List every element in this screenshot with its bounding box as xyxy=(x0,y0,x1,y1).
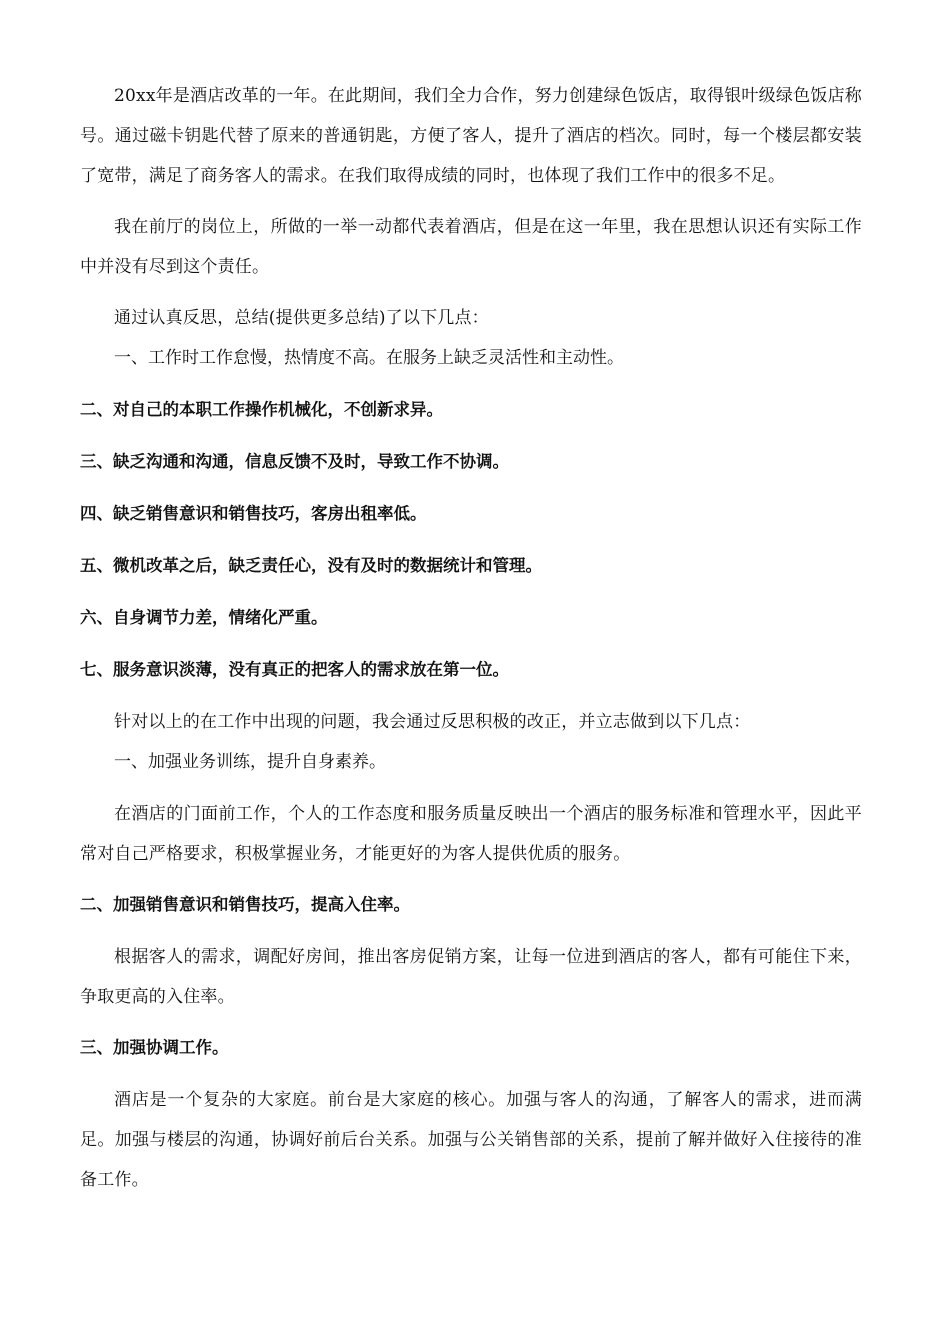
improvement-body-1: 在酒店的门面前工作，个人的工作态度和服务质量反映出一个酒店的服务标准和管理水平，因此平常对自己严格要求，积极掌握业务，才能更好的为客人提供优质的服务。 xyxy=(80,804,862,864)
shortcoming-item-7: 七、服务意识淡薄，没有真正的把客人的需求放在第一位。 xyxy=(80,660,509,679)
document-page xyxy=(80,76,862,1211)
reflection-intro: 通过认真反思，总结(提供更多总结)了以下几点： xyxy=(114,308,489,328)
shortcoming-item-6: 六、自身调节力差，情绪化严重。 xyxy=(80,608,328,627)
shortcoming-item-1: 一、工作时工作怠慢，热情度不高。在服务上缺乏灵活性和主动性。 xyxy=(114,348,624,368)
improvement-body-3: 酒店是一个复杂的大家庭。前台是大家庭的核心。加强与客人的沟通，了解客人的需求，进而满足。加强与楼层的沟通，协调好前后台关系。加强与公关销售部的关系，提前了解并做好入住接待的准备工作。 xyxy=(80,1090,862,1190)
shortcoming-item-2: 二、对自己的本职工作操作机械化，不创新求异。 xyxy=(80,400,443,419)
shortcoming-item-5: 五、微机改革之后，缺乏责任心，没有及时的数据统计和管理。 xyxy=(80,556,542,575)
shortcoming-item-4: 四、缺乏销售意识和销售技巧，客房出租率低。 xyxy=(80,504,427,523)
responsibility-paragraph: 我在前厅的岗位上，所做的一举一动都代表着酒店，但是在这一年里，我在思想认识还有实际工作中并没有尽到这个责任。 xyxy=(80,217,862,277)
improvement-heading-1: 一、加强业务训练，提升自身素养。 xyxy=(114,752,386,772)
shortcoming-item-3: 三、缺乏沟通和沟通，信息反馈不及时，导致工作不协调。 xyxy=(80,452,509,471)
improvement-body-2: 根据客人的需求，调配好房间，推出客房促销方案，让每一位进到酒店的客人，都有可能住下来，争取更高的入住率。 xyxy=(80,947,862,1007)
improvement-heading-3: 三、加强协调工作。 xyxy=(80,1038,229,1057)
improvement-intro: 针对以上的在工作中出现的问题，我会通过反思积极的改正，并立志做到以下几点： xyxy=(114,712,751,732)
improvement-heading-2: 二、加强销售意识和销售技巧，提高入住率。 xyxy=(80,895,410,914)
intro-paragraph: 20xx年是酒店改革的一年。在此期间，我们全力合作，努力创建绿色饭店，取得银叶级绿色饭店称号。通过磁卡钥匙代替了原来的普通钥匙，方便了客人，提升了酒店的档次。同时，每一个楼层都安装了宽带，满足了商务客人的需求。在我们取得成绩的同时，也体现了我们工作中的很多不足。 xyxy=(80,86,862,186)
